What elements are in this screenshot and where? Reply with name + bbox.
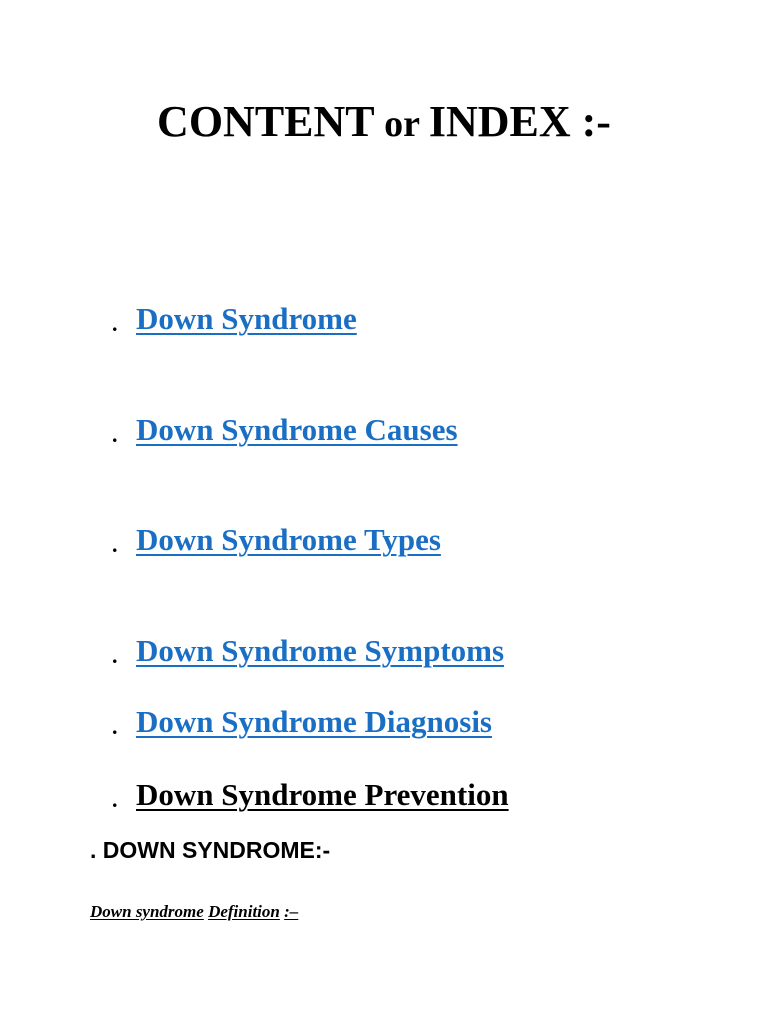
definition-term: Down syndrome (90, 902, 204, 921)
title-part-index: INDEX :- (428, 97, 611, 146)
page-title (0, 94, 768, 152)
toc-item-causes (112, 408, 458, 452)
title-part-content: CONTENT (157, 97, 375, 146)
bullet-icon: . (112, 532, 118, 557)
bullet-icon: . (112, 643, 118, 668)
section-heading: . DOWN SYNDROME:- (90, 837, 331, 863)
bullet-icon: . (112, 311, 118, 336)
toc-item-symptoms (112, 629, 504, 673)
bullet-icon: . (112, 787, 118, 812)
toc-link-types[interactable]: Down Syndrome Types (136, 522, 441, 557)
bullet-icon: . (112, 422, 118, 447)
definition-separator: :– (284, 902, 299, 921)
bullet-icon: . (112, 714, 118, 739)
toc-item-prevention (112, 773, 509, 817)
definition-word: Definition (208, 902, 280, 921)
toc-link-symptoms[interactable]: Down Syndrome Symptoms (136, 633, 505, 668)
title-part-or: or (374, 103, 429, 145)
toc-item-types (112, 518, 441, 562)
definition-heading (90, 900, 298, 924)
toc-link-prevention[interactable]: Down Syndrome Prevention (136, 777, 509, 812)
toc-item-diagnosis (112, 700, 492, 744)
toc-link-diagnosis[interactable]: Down Syndrome Diagnosis (136, 704, 493, 739)
toc-link-down-syndrome[interactable]: Down Syndrome (136, 301, 357, 336)
toc-item-down-syndrome (112, 297, 357, 341)
toc-link-causes[interactable]: Down Syndrome Causes (136, 412, 458, 447)
